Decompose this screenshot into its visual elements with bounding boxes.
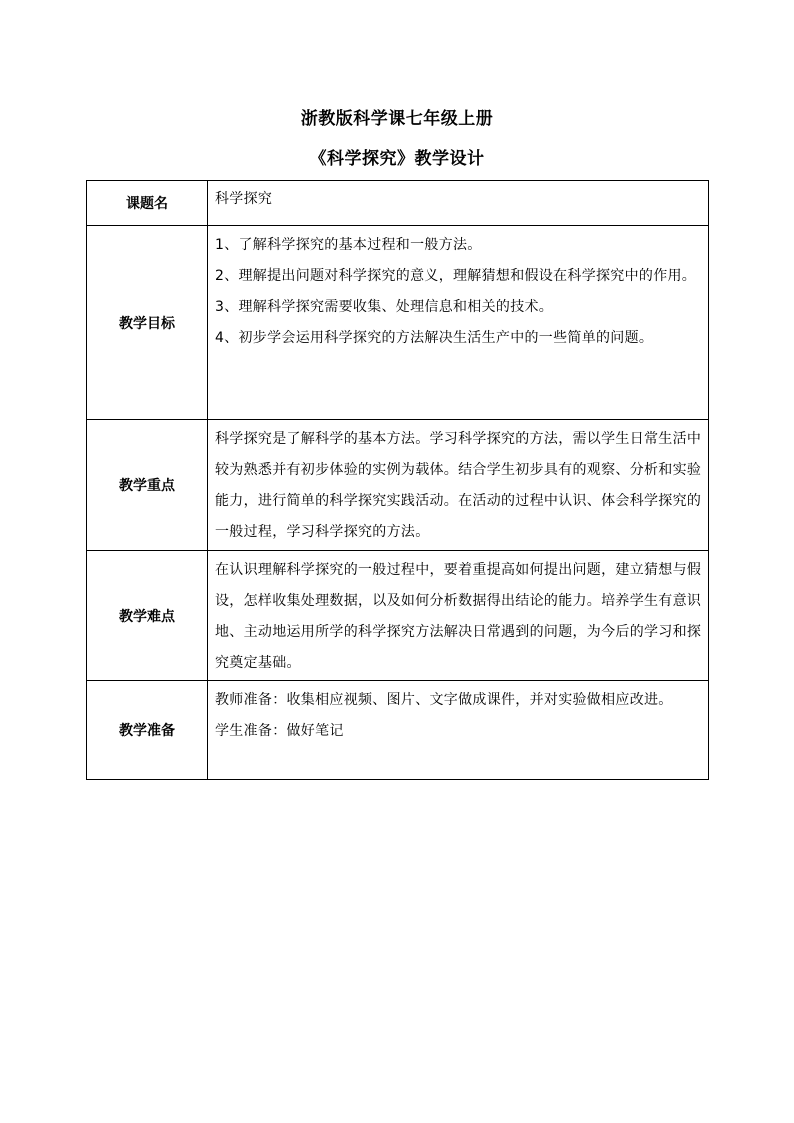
- table-row-topic: [87, 181, 709, 226]
- preparation-content: [208, 681, 709, 780]
- table-row-difficulties: [87, 551, 709, 681]
- document-subtitle: 《科学探究》教学设计: [309, 149, 485, 169]
- table-row-goals: [87, 226, 709, 420]
- teacher-preparation: 教师准备：收集相应视频、图片、文字做成课件，并对实验做相应改进。: [215, 692, 673, 708]
- goals-label: 教学目标: [87, 226, 208, 420]
- topic-value: 科学探究: [208, 181, 709, 226]
- goal-item: 4、初步学会运用科学探究的方法解决生活生产中的一些简单的问题。: [215, 330, 654, 346]
- goal-item: 2、理解提出问题对科学探究的意义，理解猜想和假设在科学探究中的作用。: [215, 268, 697, 284]
- document-title: 浙教版科学课七年级上册: [300, 109, 494, 129]
- table-row-key-points: [87, 420, 709, 551]
- goal-item: 1、了解科学探究的基本过程和一般方法。: [215, 237, 482, 253]
- goal-item: 3、理解科学探究需要收集、处理信息和相关的技术。: [215, 299, 554, 315]
- topic-label: 课题名: [87, 181, 208, 226]
- lesson-plan-table: [86, 180, 709, 780]
- key-points-text: 科学探究是了解科学的基本方法。学习科学探究的方法，需以学生日常生活中较为熟悉并有初步体验的实例为载体。结合学生初步具有的观察、分析和实验能力，进行简单的科学探究实践活动。在活动的过程中认识、体会科学探究的一般过程，学习科学探究的方法。: [208, 420, 709, 551]
- preparation-label: 教学准备: [87, 681, 208, 780]
- goals-content: [208, 226, 709, 420]
- student-preparation: 学生准备：做好笔记: [215, 723, 344, 739]
- key-points-label: 教学重点: [87, 420, 208, 551]
- difficulties-text: 在认识理解科学探究的一般过程中，要着重提高如何提出问题，建立猜想与假设，怎样收集处理数据，以及如何分析数据得出结论的能力。培养学生有意识地、主动地运用所学的科学探究方法解决日常遇到的问题，为今后的学习和探究奠定基础。: [208, 551, 709, 681]
- table-row-preparation: [87, 681, 709, 780]
- difficulties-label: 教学难点: [87, 551, 208, 681]
